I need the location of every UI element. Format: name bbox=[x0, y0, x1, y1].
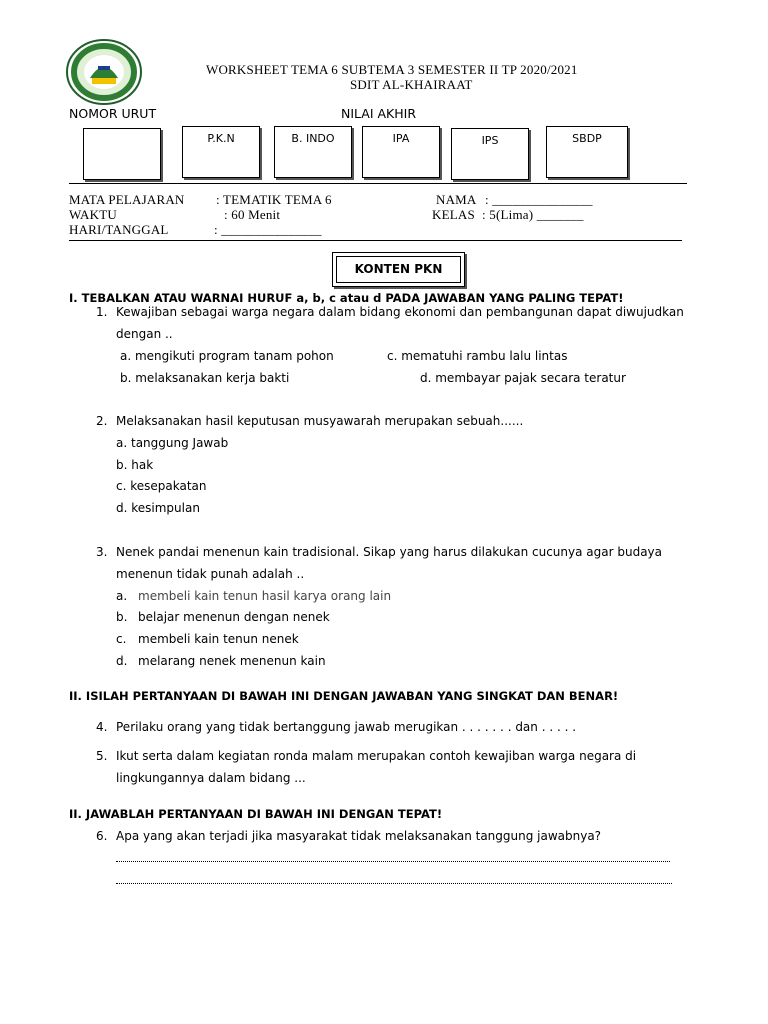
hari-label: HARI/TANGGAL bbox=[69, 222, 169, 237]
q2-option-a[interactable]: a. tanggung Jawab bbox=[116, 436, 229, 450]
q3-option-c[interactable]: membeli kain tenun nenek bbox=[138, 632, 299, 646]
content-title-box bbox=[332, 252, 465, 287]
content-title: KONTEN PKN bbox=[354, 262, 443, 276]
q3-option-a[interactable]: membeli kain tenun hasil karya orang lain bbox=[138, 589, 392, 603]
score-label-ipa: IPA bbox=[392, 132, 410, 145]
q3-option-b[interactable]: belajar menenun dengan nenek bbox=[138, 610, 330, 624]
q3-letter-a: a. bbox=[116, 589, 128, 603]
q5-num: 5. bbox=[96, 749, 108, 763]
q1-option-a[interactable]: a. mengikuti program tanam pohon bbox=[120, 349, 334, 363]
q4-text: Perilaku orang yang tidak bertanggung jawab merugikan . . . . . . . dan . . . . . bbox=[116, 720, 577, 734]
nilai-akhir-label: NILAI AKHIR bbox=[341, 106, 417, 121]
q2-option-b[interactable]: b. hak bbox=[116, 458, 154, 472]
school-logo bbox=[65, 38, 143, 106]
q3-option-d[interactable]: melarang nenek menenun kain bbox=[138, 654, 326, 668]
school-name: SDIT AL-KHAIRAAT bbox=[350, 77, 473, 92]
nama-label: NAMA bbox=[436, 192, 477, 207]
score-box-ipa[interactable] bbox=[362, 126, 440, 178]
q3-letter-d: d. bbox=[116, 654, 128, 668]
q6-answer-line-1[interactable] bbox=[116, 861, 670, 862]
waktu-label: WAKTU bbox=[69, 207, 117, 222]
nomor-urut-box[interactable] bbox=[83, 128, 161, 180]
q1-num: 1. bbox=[96, 305, 108, 319]
score-label-pkn: P.K.N bbox=[207, 132, 235, 145]
q3-text-line1: Nenek pandai menenun kain tradisional. Sikap yang harus dilakukan cucunya agar budaya bbox=[116, 545, 663, 559]
q1-text-line2: dengan .. bbox=[116, 327, 173, 341]
q1-option-c[interactable]: c. mematuhi rambu lalu lintas bbox=[387, 349, 568, 363]
q3-letter-c: c. bbox=[116, 632, 127, 646]
q4-num: 4. bbox=[96, 720, 108, 734]
score-box-bindo[interactable] bbox=[274, 126, 352, 178]
section3-title: II. JAWABLAH PERTANYAAN DI BAWAH INI DENGAN TEPAT! bbox=[69, 807, 443, 821]
section2-title: II. ISILAH PERTANYAAN DI BAWAH INI DENGAN JAWABAN YANG SINGKAT DAN BENAR! bbox=[69, 689, 619, 703]
q6-answer-line-2[interactable] bbox=[116, 883, 672, 884]
q2-option-d[interactable]: d. kesimpulan bbox=[116, 501, 200, 515]
q6-num: 6. bbox=[96, 829, 108, 843]
q1-option-b[interactable]: b. melaksanakan kerja bakti bbox=[120, 371, 290, 385]
kelas-label: KELAS bbox=[432, 207, 475, 222]
q1-text-line1: Kewajiban sebagai warga negara dalam bidang ekonomi dan pembangunan dapat diwujudkan bbox=[116, 305, 684, 319]
q2-num: 2. bbox=[96, 414, 108, 428]
score-label-bindo: B. INDO bbox=[291, 132, 335, 145]
nomor-urut-label: NOMOR URUT bbox=[69, 106, 157, 121]
kelas-value[interactable]: : 5(Lima) _______ bbox=[482, 207, 584, 222]
q5-text-line2: lingkungannya dalam bidang ... bbox=[116, 771, 306, 785]
score-label-sbdp: SBDP bbox=[572, 132, 602, 145]
score-box-sbdp[interactable] bbox=[546, 126, 628, 178]
divider-bottom bbox=[69, 240, 682, 241]
mapel-label: MATA PELAJARAN bbox=[69, 192, 185, 207]
q1-option-d[interactable]: d. membayar pajak secara teratur bbox=[420, 371, 626, 385]
waktu-value: : 60 Menit bbox=[224, 207, 281, 222]
divider-top bbox=[69, 183, 687, 184]
hari-value[interactable]: : _______________ bbox=[214, 222, 322, 237]
q3-text-line2: menenun tidak punah adalah .. bbox=[116, 567, 305, 581]
nama-value[interactable]: : _______________ bbox=[485, 192, 593, 207]
score-label-ips: IPS bbox=[481, 134, 499, 147]
section1-title: I. TEBALKAN ATAU WARNAI HURUF a, b, c atau d PADA JAWABAN YANG PALING TEPAT! bbox=[69, 291, 624, 305]
q3-num: 3. bbox=[96, 545, 108, 559]
q3-letter-b: b. bbox=[116, 610, 128, 624]
score-box-ips[interactable] bbox=[451, 128, 529, 180]
q2-text: Melaksanakan hasil keputusan musyawarah merupakan sebuah...... bbox=[116, 414, 524, 428]
score-box-pkn[interactable] bbox=[182, 126, 260, 178]
mapel-value: : TEMATIK TEMA 6 bbox=[216, 192, 332, 207]
q2-option-c[interactable]: c. kesepakatan bbox=[116, 479, 207, 493]
q6-text: Apa yang akan terjadi jika masyarakat tidak melaksanakan tanggung jawabnya? bbox=[116, 829, 602, 843]
worksheet-title: WORKSHEET TEMA 6 SUBTEMA 3 SEMESTER II TP 2020/2021 bbox=[206, 62, 578, 77]
q5-text-line1: Ikut serta dalam kegiatan ronda malam merupakan contoh kewajiban warga negara di bbox=[116, 749, 637, 763]
